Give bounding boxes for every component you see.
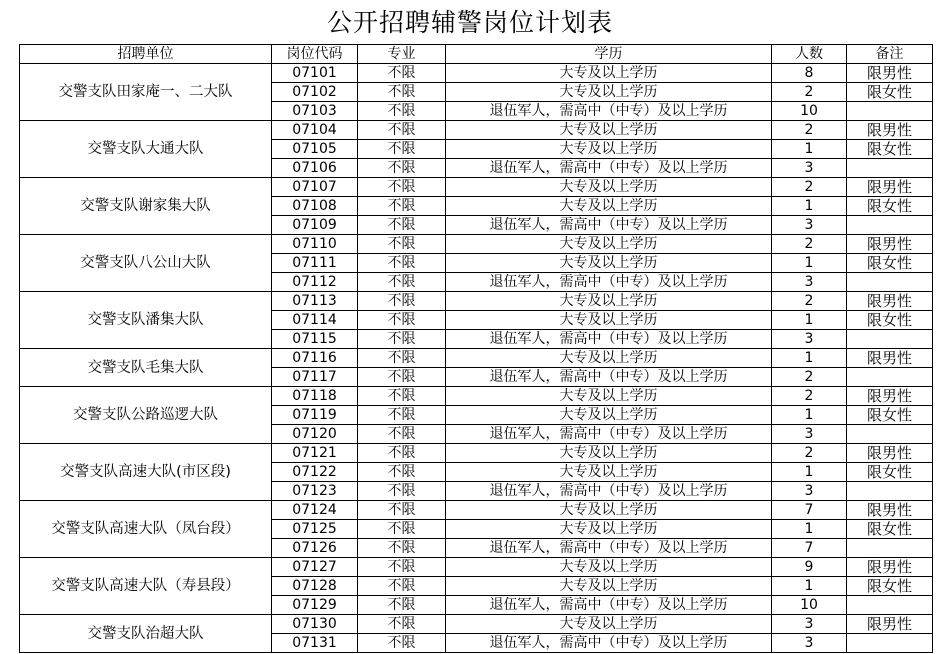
unit-cell: 交警支队高速大队（凤台段）: [20, 501, 272, 558]
count-cell: 8: [772, 64, 847, 83]
code-cell: 07110: [272, 235, 358, 254]
header-unit: 招聘单位: [20, 45, 272, 64]
code-cell: 07116: [272, 349, 358, 368]
education-cell: 大专及以上学历: [446, 121, 772, 140]
header-note: 备注: [847, 45, 933, 64]
count-cell: 1: [772, 406, 847, 425]
major-cell: 不限: [358, 558, 446, 577]
unit-cell: 交警支队毛集大队: [20, 349, 272, 387]
major-cell: 不限: [358, 178, 446, 197]
unit-cell: 交警支队公路巡逻大队: [20, 387, 272, 444]
education-cell: 退伍军人，需高中（中专）及以上学历: [446, 159, 772, 178]
count-cell: 2: [772, 368, 847, 387]
note-cell: 限女性: [847, 197, 933, 216]
code-cell: 07113: [272, 292, 358, 311]
major-cell: 不限: [358, 349, 446, 368]
count-cell: 1: [772, 311, 847, 330]
count-cell: 2: [772, 235, 847, 254]
code-cell: 07105: [272, 140, 358, 159]
note-cell: 限男性: [847, 64, 933, 83]
count-cell: 3: [772, 634, 847, 653]
count-cell: 2: [772, 387, 847, 406]
note-cell: [847, 330, 933, 349]
header-education: 学历: [446, 45, 772, 64]
education-cell: 退伍军人，需高中（中专）及以上学历: [446, 482, 772, 501]
count-cell: 3: [772, 615, 847, 634]
code-cell: 07129: [272, 596, 358, 615]
education-cell: 大专及以上学历: [446, 444, 772, 463]
education-cell: 退伍军人，需高中（中专）及以上学历: [446, 216, 772, 235]
code-cell: 07104: [272, 121, 358, 140]
education-cell: 大专及以上学历: [446, 235, 772, 254]
code-cell: 07130: [272, 615, 358, 634]
table-row: [20, 121, 933, 140]
code-cell: 07112: [272, 273, 358, 292]
code-cell: 07118: [272, 387, 358, 406]
unit-cell: 交警支队治超大队: [20, 615, 272, 653]
major-cell: 不限: [358, 254, 446, 273]
education-cell: 大专及以上学历: [446, 349, 772, 368]
header-major: 专业: [358, 45, 446, 64]
note-cell: 限女性: [847, 83, 933, 102]
table-row: [20, 349, 933, 368]
education-cell: 退伍军人，需高中（中专）及以上学历: [446, 634, 772, 653]
education-cell: 大专及以上学历: [446, 387, 772, 406]
unit-cell: 交警支队谢家集大队: [20, 178, 272, 235]
education-cell: 退伍军人，需高中（中专）及以上学历: [446, 273, 772, 292]
education-cell: 大专及以上学历: [446, 254, 772, 273]
major-cell: 不限: [358, 330, 446, 349]
note-cell: 限女性: [847, 463, 933, 482]
major-cell: 不限: [358, 615, 446, 634]
education-cell: 大专及以上学历: [446, 615, 772, 634]
education-cell: 大专及以上学历: [446, 558, 772, 577]
note-cell: 限男性: [847, 387, 933, 406]
major-cell: 不限: [358, 64, 446, 83]
unit-cell: 交警支队潘集大队: [20, 292, 272, 349]
education-cell: 退伍军人，需高中（中专）及以上学历: [446, 368, 772, 387]
major-cell: 不限: [358, 83, 446, 102]
count-cell: 10: [772, 596, 847, 615]
note-cell: [847, 368, 933, 387]
recruitment-table: [19, 44, 933, 653]
count-cell: 3: [772, 159, 847, 178]
unit-cell: 交警支队八公山大队: [20, 235, 272, 292]
count-cell: 1: [772, 197, 847, 216]
note-cell: 限男性: [847, 615, 933, 634]
count-cell: 2: [772, 83, 847, 102]
header-code: 岗位代码: [272, 45, 358, 64]
count-cell: 3: [772, 425, 847, 444]
major-cell: 不限: [358, 235, 446, 254]
unit-cell: 交警支队高速大队(市区段): [20, 444, 272, 501]
note-cell: [847, 273, 933, 292]
code-cell: 07126: [272, 539, 358, 558]
major-cell: 不限: [358, 539, 446, 558]
code-cell: 07107: [272, 178, 358, 197]
education-cell: 大专及以上学历: [446, 463, 772, 482]
education-cell: 退伍军人，需高中（中专）及以上学历: [446, 596, 772, 615]
count-cell: 1: [772, 349, 847, 368]
count-cell: 10: [772, 102, 847, 121]
note-cell: 限女性: [847, 520, 933, 539]
major-cell: 不限: [358, 121, 446, 140]
education-cell: 退伍军人，需高中（中专）及以上学历: [446, 539, 772, 558]
table-row: [20, 64, 933, 83]
code-cell: 07111: [272, 254, 358, 273]
major-cell: 不限: [358, 482, 446, 501]
count-cell: 9: [772, 558, 847, 577]
major-cell: 不限: [358, 520, 446, 539]
major-cell: 不限: [358, 501, 446, 520]
note-cell: [847, 539, 933, 558]
education-cell: 大专及以上学历: [446, 292, 772, 311]
note-cell: 限女性: [847, 254, 933, 273]
education-cell: 大专及以上学历: [446, 178, 772, 197]
count-cell: 2: [772, 444, 847, 463]
education-cell: 大专及以上学历: [446, 197, 772, 216]
code-cell: 07102: [272, 83, 358, 102]
major-cell: 不限: [358, 425, 446, 444]
code-cell: 07131: [272, 634, 358, 653]
unit-cell: 交警支队高速大队（寿县段）: [20, 558, 272, 615]
code-cell: 07127: [272, 558, 358, 577]
table-body: [20, 64, 933, 653]
education-cell: 大专及以上学历: [446, 140, 772, 159]
count-cell: 1: [772, 577, 847, 596]
code-cell: 07115: [272, 330, 358, 349]
education-cell: 大专及以上学历: [446, 501, 772, 520]
code-cell: 07125: [272, 520, 358, 539]
major-cell: 不限: [358, 577, 446, 596]
major-cell: 不限: [358, 311, 446, 330]
count-cell: 1: [772, 140, 847, 159]
note-cell: 限男性: [847, 235, 933, 254]
count-cell: 3: [772, 482, 847, 501]
note-cell: [847, 102, 933, 121]
table-row: [20, 501, 933, 520]
count-cell: 7: [772, 539, 847, 558]
note-cell: 限男性: [847, 558, 933, 577]
education-cell: 大专及以上学历: [446, 83, 772, 102]
major-cell: 不限: [358, 140, 446, 159]
code-cell: 07114: [272, 311, 358, 330]
note-cell: [847, 216, 933, 235]
major-cell: 不限: [358, 596, 446, 615]
table-row: [20, 558, 933, 577]
major-cell: 不限: [358, 102, 446, 121]
count-cell: 3: [772, 330, 847, 349]
table-row: [20, 615, 933, 634]
education-cell: 大专及以上学历: [446, 406, 772, 425]
code-cell: 07124: [272, 501, 358, 520]
note-cell: 限女性: [847, 140, 933, 159]
major-cell: 不限: [358, 634, 446, 653]
count-cell: 2: [772, 121, 847, 140]
note-cell: 限男性: [847, 444, 933, 463]
education-cell: 退伍军人，需高中（中专）及以上学历: [446, 102, 772, 121]
note-cell: [847, 596, 933, 615]
table-row: [20, 235, 933, 254]
header-row: [20, 45, 933, 64]
major-cell: 不限: [358, 292, 446, 311]
note-cell: [847, 159, 933, 178]
count-cell: 3: [772, 273, 847, 292]
count-cell: 1: [772, 254, 847, 273]
major-cell: 不限: [358, 273, 446, 292]
count-cell: 1: [772, 520, 847, 539]
count-cell: 3: [772, 216, 847, 235]
code-cell: 07108: [272, 197, 358, 216]
education-cell: 大专及以上学历: [446, 577, 772, 596]
code-cell: 07109: [272, 216, 358, 235]
note-cell: [847, 482, 933, 501]
code-cell: 07119: [272, 406, 358, 425]
count-cell: 2: [772, 292, 847, 311]
major-cell: 不限: [358, 159, 446, 178]
major-cell: 不限: [358, 197, 446, 216]
code-cell: 07101: [272, 64, 358, 83]
major-cell: 不限: [358, 216, 446, 235]
header-count: 人数: [772, 45, 847, 64]
page-title: 公开招聘辅警岗位计划表: [326, 8, 613, 37]
code-cell: 07106: [272, 159, 358, 178]
major-cell: 不限: [358, 368, 446, 387]
code-cell: 07117: [272, 368, 358, 387]
major-cell: 不限: [358, 444, 446, 463]
count-cell: 1: [772, 463, 847, 482]
note-cell: 限女性: [847, 577, 933, 596]
note-cell: 限男性: [847, 121, 933, 140]
education-cell: 大专及以上学历: [446, 64, 772, 83]
code-cell: 07120: [272, 425, 358, 444]
table-row: [20, 444, 933, 463]
major-cell: 不限: [358, 406, 446, 425]
note-cell: 限男性: [847, 349, 933, 368]
unit-cell: 交警支队田家庵一、二大队: [20, 64, 272, 121]
code-cell: 07123: [272, 482, 358, 501]
major-cell: 不限: [358, 463, 446, 482]
code-cell: 07103: [272, 102, 358, 121]
code-cell: 07122: [272, 463, 358, 482]
count-cell: 7: [772, 501, 847, 520]
education-cell: 退伍军人，需高中（中专）及以上学历: [446, 330, 772, 349]
unit-cell: 交警支队大通大队: [20, 121, 272, 178]
note-cell: 限女性: [847, 406, 933, 425]
note-cell: [847, 634, 933, 653]
education-cell: 大专及以上学历: [446, 520, 772, 539]
note-cell: [847, 425, 933, 444]
code-cell: 07121: [272, 444, 358, 463]
count-cell: 2: [772, 178, 847, 197]
code-cell: 07128: [272, 577, 358, 596]
major-cell: 不限: [358, 387, 446, 406]
note-cell: 限女性: [847, 311, 933, 330]
note-cell: 限男性: [847, 292, 933, 311]
table-row: [20, 292, 933, 311]
table-row: [20, 178, 933, 197]
table-row: [20, 387, 933, 406]
note-cell: 限男性: [847, 178, 933, 197]
education-cell: 退伍军人，需高中（中专）及以上学历: [446, 425, 772, 444]
note-cell: 限男性: [847, 501, 933, 520]
education-cell: 大专及以上学历: [446, 311, 772, 330]
